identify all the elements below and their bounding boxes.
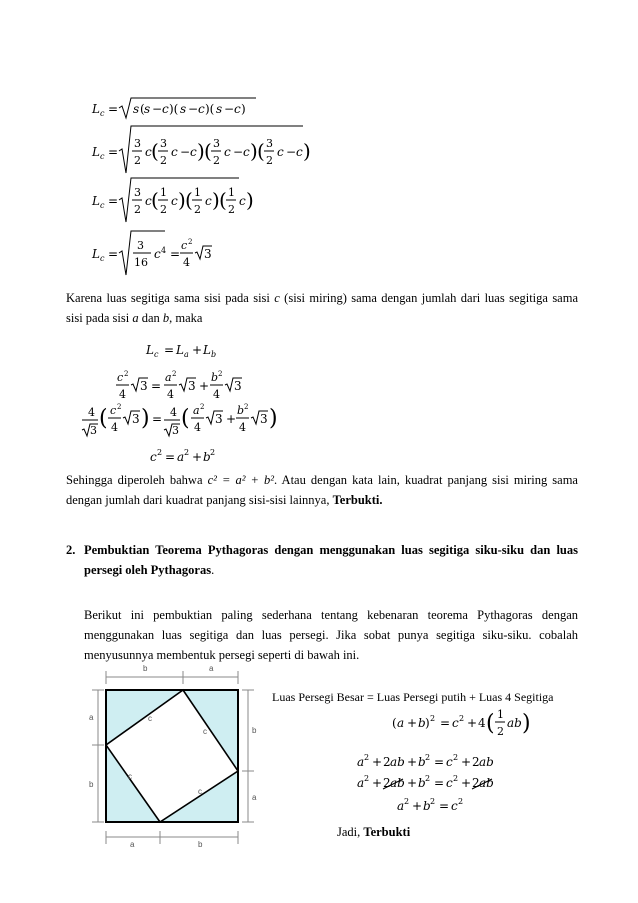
svg-text:3: 3 [134,186,141,199]
svg-text:): ) [269,406,278,431]
svg-text:ab: ab [507,716,522,730]
svg-text:): ) [178,188,186,212]
svg-text:b: b [418,716,426,730]
svg-text:2: 2 [124,370,129,378]
svg-text:): ) [425,716,430,730]
svg-text:4: 4 [111,421,118,434]
svg-text:1: 1 [497,708,504,721]
proof-eq1 [392,708,531,738]
svg-text:c: c [190,145,197,159]
svg-text:2: 2 [244,403,249,411]
svg-text:2: 2 [404,797,410,806]
svg-text:s: s [216,102,223,116]
svg-text:2: 2 [266,154,273,167]
svg-text:+: + [461,755,472,769]
svg-text:2: 2 [497,725,504,738]
svg-text:): ) [197,139,205,163]
svg-text:4: 4 [478,716,486,730]
svg-text:2: 2 [172,370,177,378]
svg-text:c: c [181,239,188,252]
svg-text:3: 3 [137,239,144,252]
svg-text:1: 1 [160,186,167,199]
svg-text:2: 2 [157,448,163,457]
svg-text:(: ( [140,102,145,116]
svg-text:+: + [407,716,418,730]
svg-text:2: 2 [210,448,216,457]
svg-text:2: 2 [430,714,436,723]
svg-text:2: 2 [364,753,370,762]
svg-text:c: c [162,102,169,116]
svg-text:1: 1 [228,186,235,199]
svg-text:): ) [246,188,254,212]
svg-text:−: − [180,145,191,159]
svg-text:3: 3 [213,137,220,150]
svg-text:2: 2 [228,203,235,216]
svg-text:b: b [203,450,211,464]
svg-text:−: − [152,102,163,116]
svg-text:L: L [92,194,100,208]
paragraph-intro-proof: Berikut ini pembuktian paling sederhana tentang kebenaran teorema Pythagoras dengan menggunakan luas segitiga dan luas persegi. Jika sobat punya segitiga siku-siku. cobalah menyusunnya membentuk persegi seperti di bawah ini. [84,608,578,662]
svg-text:L: L [176,343,184,357]
proof-eq3-cancel [357,774,494,790]
svg-text:c: c [277,145,284,159]
svg-text:=: = [108,145,119,159]
svg-text:3: 3 [204,247,212,261]
svg-text:ab: ab [390,755,405,769]
svg-text:s: s [180,102,187,116]
proof-eq2 [357,753,494,769]
svg-text:c: c [198,102,205,116]
svg-text:=: = [152,412,163,426]
svg-text:c: c [296,145,303,159]
svg-text:2: 2 [117,403,122,411]
svg-text:2: 2 [134,203,141,216]
svg-text:2: 2 [430,797,436,806]
svg-text:ab: ab [479,755,494,769]
svg-text:c: c [100,201,105,210]
svg-text:16: 16 [134,256,148,269]
svg-text:=: = [108,194,119,208]
svg-text:3: 3 [215,412,223,426]
svg-text:4: 4 [194,421,201,434]
svg-text:c: c [243,145,250,159]
svg-text:−: − [224,102,235,116]
svg-text:2: 2 [213,154,220,167]
svg-text:a: a [397,716,405,730]
svg-text:3: 3 [132,412,140,426]
inline-formula: c² = a² + b² [207,473,275,487]
svg-text:=: = [439,799,450,813]
proof-eq4 [397,797,463,813]
svg-text:c: c [154,350,159,359]
svg-text:2: 2 [453,774,459,783]
figure-label-c-2: c [203,727,207,736]
svg-text:(: ( [486,711,495,736]
svg-text:c: c [100,152,105,161]
svg-text:c: c [224,145,231,159]
svg-text:+: + [226,412,237,426]
svg-text:(: ( [151,139,159,163]
svg-text:+: + [407,776,418,790]
svg-text:): ) [303,139,311,163]
svg-text:2: 2 [200,403,205,411]
svg-text:2: 2 [160,154,167,167]
svg-text:c: c [171,145,178,159]
svg-text:4: 4 [161,246,167,255]
svg-text:3: 3 [234,379,242,393]
svg-text:−: − [233,145,244,159]
svg-text:(: ( [392,716,397,730]
svg-text:b: b [423,799,431,813]
svg-text:c: c [171,194,178,208]
proof-heading: Luas Persegi Besar = Luas Persegi putih + Luas 4 Segitiga [272,690,554,704]
svg-text:c: c [150,450,157,464]
svg-text:(: ( [181,406,190,431]
svg-text:2: 2 [383,755,391,769]
svg-text:3: 3 [172,424,179,437]
svg-text:=: = [170,247,181,261]
svg-text:): ) [241,102,246,116]
svg-text:4: 4 [183,256,190,269]
svg-text:)(: )( [205,102,215,116]
svg-text:(: ( [257,139,265,163]
svg-text:L: L [92,102,100,116]
svg-text:(: ( [204,139,212,163]
svg-text:+: + [192,450,203,464]
svg-text:4: 4 [213,388,220,401]
svg-text:a: a [357,776,365,790]
svg-text:a: a [193,404,200,417]
svg-text:4: 4 [167,388,174,401]
svg-text:2: 2 [184,448,190,457]
svg-text:−: − [286,145,297,159]
svg-text:c: c [446,755,453,769]
section-2-heading: 2. Pembuktian Teorema Pythagoras dengan menggunakan luas segitiga siku-siku dan luas persegi oleh Pythagoras. [66,540,578,580]
svg-text:=: = [434,776,445,790]
svg-text:1: 1 [194,186,201,199]
svg-text:c: c [100,109,105,118]
svg-text:2: 2 [425,753,431,762]
svg-text:L: L [146,343,154,357]
proof-conclusion: Jadi, Terbukti [337,825,411,839]
svg-text:(: ( [151,188,159,212]
figure-label-left-a: a [89,713,94,722]
svg-text:b: b [237,404,245,417]
svg-text:2: 2 [194,203,201,216]
svg-text:+: + [467,716,478,730]
figure-label-c-4: c [198,787,202,796]
section-title-line2: persegi oleh Pythagoras [84,563,212,577]
figure-label-left-b: b [89,780,94,789]
svg-text:c: c [100,254,105,263]
svg-text:3: 3 [260,412,268,426]
paragraph-equilateral: Karena luas segitiga sama sisi pada sisi c (sisi miring) sama dengan jumlah dari luas segitiga sama sisi pada sisi a dan b, maka [66,291,578,325]
svg-text:+: + [199,379,210,393]
svg-text:2: 2 [425,774,431,783]
paragraph-conclusion: Sehingga diperoleh bahwa c² = a² + b². Atau dengan kata lain, kuadrat panjang sisi miring sama dengan jumlah dari kuadrat panjang sisi-sisi lainnya, Terbukti. [66,473,578,507]
svg-text:=: = [108,102,119,116]
svg-text:a: a [165,371,172,384]
svg-text:): ) [522,711,531,736]
svg-text:): ) [250,139,258,163]
svg-text:b: b [418,776,426,790]
figure-label-c-1: c [148,714,152,723]
svg-text:(: ( [99,406,108,431]
svg-text:2: 2 [160,203,167,216]
svg-text:a: a [397,799,405,813]
figure-label-right-a: a [252,793,257,802]
svg-text:L: L [92,145,100,159]
svg-text:+: + [192,343,203,357]
figure-label-top-a: a [209,664,214,673]
svg-text:L: L [92,247,100,261]
figure-label-top-b: b [143,664,148,673]
svg-text:+: + [372,776,383,790]
svg-text:c: c [117,371,124,384]
svg-text:=: = [434,755,445,769]
section-number: 2. [66,543,76,557]
svg-text:2: 2 [134,154,141,167]
svg-text:+: + [407,755,418,769]
svg-text:c: c [154,247,161,261]
svg-text:2: 2 [188,238,193,246]
svg-text:L: L [203,343,211,357]
svg-text:b: b [418,755,426,769]
svg-text:=: = [151,379,162,393]
svg-text:2: 2 [472,776,480,790]
svg-text:(: ( [185,188,193,212]
svg-text:=: = [440,716,451,730]
figure-label-bottom-a: a [130,840,135,849]
figure-label-bottom-b: b [198,840,203,849]
svg-text:3: 3 [188,379,196,393]
svg-text:): ) [141,406,150,431]
section-title-line1: Pembuktian Teorema Pythagoras dengan menggunakan luas segitiga siku-siku dan luas [84,543,578,557]
svg-text:c: c [145,194,152,208]
svg-text:3: 3 [266,137,273,150]
svg-text:3: 3 [134,137,141,150]
svg-text:c: c [446,776,453,790]
svg-text:2: 2 [218,370,223,378]
svg-text:2: 2 [383,776,391,790]
svg-text:c: c [452,716,459,730]
svg-text:4: 4 [239,421,246,434]
svg-text:a: a [357,755,365,769]
svg-text:c: c [234,102,241,116]
svg-text:c: c [239,194,246,208]
svg-text:c: c [451,799,458,813]
svg-text:+: + [461,776,472,790]
svg-text:2: 2 [458,797,464,806]
svg-text:2: 2 [459,714,465,723]
svg-text:2: 2 [364,774,370,783]
svg-text:a: a [184,350,189,359]
svg-text:2: 2 [472,755,480,769]
svg-text:c: c [110,404,117,417]
svg-text:3: 3 [90,424,97,437]
svg-text:+: + [372,755,383,769]
svg-text:s: s [144,102,151,116]
svg-text:a: a [177,450,185,464]
svg-text:−: − [188,102,199,116]
svg-text:3: 3 [160,137,167,150]
svg-text:=: = [165,450,176,464]
svg-text:ab: ab [479,776,494,790]
svg-text:=: = [108,247,119,261]
svg-text:4: 4 [170,406,177,419]
svg-text:2: 2 [453,753,459,762]
figure-label-c-3: c [128,772,132,781]
svg-text:4: 4 [119,388,126,401]
svg-text:c: c [205,194,212,208]
svg-text:3: 3 [140,379,148,393]
svg-text:+: + [412,799,423,813]
svg-text:(: ( [219,188,227,212]
svg-text:c: c [145,145,152,159]
svg-text:s: s [133,102,140,116]
svg-text:)(: )( [169,102,179,116]
svg-text:=: = [164,343,175,357]
figure-label-right-b: b [252,726,257,735]
svg-text:4: 4 [88,406,95,419]
svg-text:): ) [212,188,220,212]
svg-text:ab: ab [390,776,405,790]
svg-text:b: b [211,371,219,384]
svg-text:b: b [211,350,217,359]
